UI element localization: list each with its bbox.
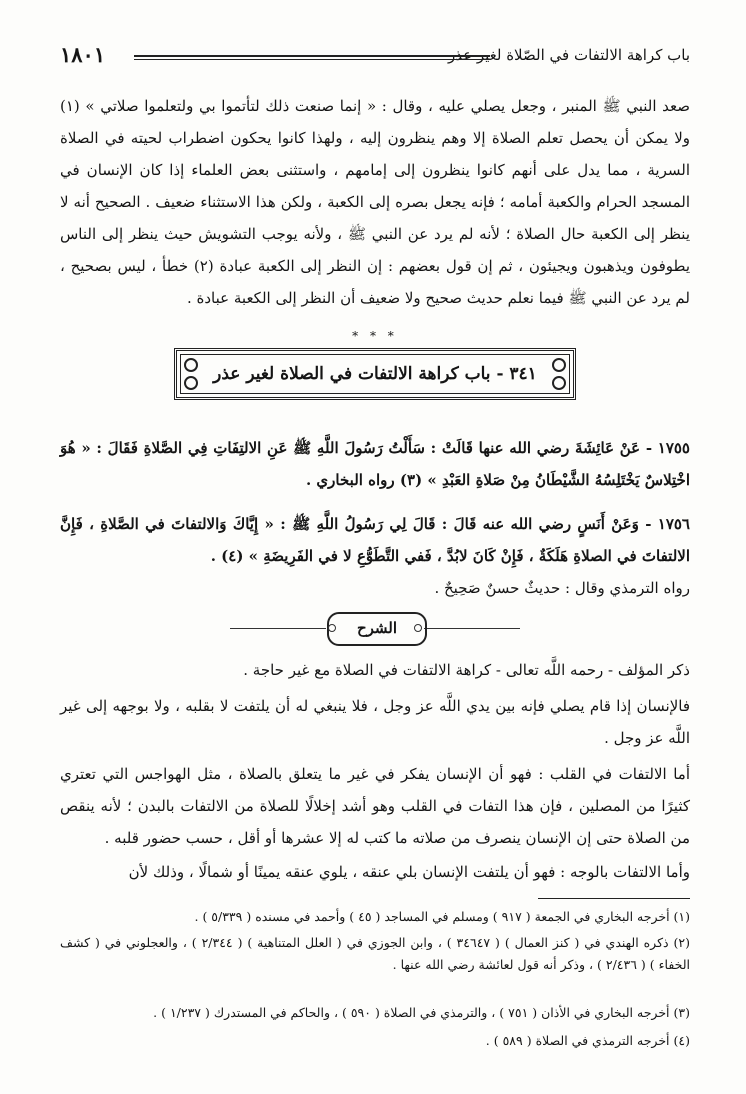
divider-line (230, 628, 326, 629)
section-separator: * * * (352, 329, 398, 343)
chapter-heading-frame (174, 348, 576, 400)
ornament-corner-icon (184, 376, 198, 390)
commentary-paragraph: وأما الالتفات بالوجه : فهو أن يلتفت الإنسان بلي عنقه ، يلوي عنقه يمينًا أو شمالًا ، وذلك لأن (128, 863, 690, 881)
divider-dot-icon (328, 624, 336, 632)
hadith-1755: ١٧٥٥ - عَنْ عَائِشَةَ رضي الله عنها قَالَتْ : سَأَلْتُ رَسُولَ اللَّهِ ﷺ عَنِ الالتِفَاتِ فِي الصَّلاةِ فَقَالَ : « هُوَ اخْتِلاسٌ يَخْتَلِسُهُ الشَّيْطَانُ مِنْ صَلاةِ العَبْدِ » (٣) رواه البخاري . (60, 439, 690, 489)
intro-paragraph: صعد النبي ﷺ المنبر ، وجعل يصلي عليه ، وقال : « إنما صنعت ذلك لتأتموا بي ولتعلموا صلاتي » (١) ولا يمكن أن يحصل تعلم الصلاة إلا وهم ينظرون إليه ، ولهذا كانوا يحكون اضطراب لحيته في الصلاة السرية ، مما يدل على أنهم كانوا ينظرون إلى إمامهم ، واستثنى بعض العلماء إذا كان الإنسان في المسجد الحرام والكعبة أمامه ؛ فإنه يجعل بصره إلى الكعبة ، ولكن هذا الاستثناء ضعيف . الصحيح أنه لا ينظر إلى الكعبة حال الصلاة ؛ لأنه لم يرد عن النبي ﷺ ، ولأنه يوجب التشويش حيث ينظر إلى الناس يطوفون ويذهبون ويجيئون ، ثم إن قول بعضهم : إن النظر إلى الكعبة عبادة (٢) خطأ ، ليس بصحيح ، لم يرد عن النبي ﷺ فيما نعلم حديث صحيح ولا ضعيف أن النظر إلى الكعبة عبادة . (60, 97, 690, 307)
chapter-heading-inner (180, 354, 570, 394)
footnote: (٢) ذكره الهندي في ( كنز العمال ) ( ٣٤٦٤٧ ) ، وابن الجوزي في ( العلل المتناهية ) ( ٢/٣٤٤ ) ، والعجلوني في ( كشف الخفاء ) ( ٢/٤٣٦ ) ، وذكر أنه قول لعائشة رضي الله عنها . (60, 935, 690, 972)
footnote: (١) أخرجه البخاري في الجمعة ( ٩١٧ ) ومسلم في المساجد ( ٤٥ ) وأحمد في مسنده ( ٥/٣٣٩ ) . (194, 909, 690, 924)
commentary-paragraph: فالإنسان إذا قام يصلي فإنه بين يدي اللَّه عز وجل ، فلا ينبغي له أن يلتفت لا بقلبه ، ولا بوجهه إلى غير اللَّه عز وجل . (60, 697, 690, 747)
book-page (60, 0, 690, 1094)
commentary-label: الشرح (327, 612, 427, 646)
ornament-corner-icon (184, 358, 198, 372)
hadith-1756: ١٧٥٦ - وَعَنْ أَنَسٍ رضي الله عنه قَالَ : قَالَ لِي رَسُولُ اللَّهِ ﷺ : « إِيَّاكَ وَالالتفاتَ في الصَّلاةِ ، فَإِنَّ الالتفاتَ في الصلاةِ هَلَكَةٌ ، فَإِنْ كَانَ لابُدَّ ، فَفي التَّطَوُّعِ لا في الفَرِيضَةِ » (٤) . (60, 515, 690, 565)
footnote-rule (538, 898, 690, 899)
footnote: (٣) أخرجه البخاري في الأذان ( ٧٥١ ) ، والترمذي في الصلاة ( ٥٩٠ ) ، والحاكم في المستدرك ( ١/٢٣٧ ) . (153, 1005, 690, 1020)
commentary-divider (60, 612, 690, 646)
hadith-grading: رواه الترمذي وقال : حديثٌ حسنٌ صَحِيحٌ . (434, 579, 690, 597)
running-head (60, 42, 690, 74)
footnote: (٤) أخرجه الترمذي في الصلاة ( ٥٨٩ ) . (485, 1033, 690, 1048)
divider-line (424, 628, 520, 629)
page-number: ١٨٠١ (60, 42, 106, 67)
running-head-rule (134, 55, 490, 60)
ornament-corner-icon (552, 376, 566, 390)
commentary-paragraph: ذكر المؤلف - رحمه اللَّه تعالى - كراهة الالتفات في الصلاة مع غير حاجة . (243, 661, 690, 679)
running-head-title: باب كراهة الالتفات في الصّلاة لغير عذر (447, 46, 690, 64)
ornament-corner-icon (552, 358, 566, 372)
chapter-heading: ٣٤١ - باب كراهة الالتفات في الصلاة لغير عذر (213, 364, 537, 384)
commentary-paragraph: أما الالتفات في القلب : فهو أن الإنسان يفكر في غير ما يتعلق بالصلاة ، مثل الهواجس التي تعتري كثيرًا من المصلين ، فإن هذا التفات في القلب وهو أشد إخلالًا للصلاة من الالتفات بالبدن ؛ لأنه ينقص من الصلاة حتى إن الإنسان ينصرف من صلاته ما كتب له إلا عشرها أو أقل ، حسب حضور قلبه . (60, 765, 690, 847)
